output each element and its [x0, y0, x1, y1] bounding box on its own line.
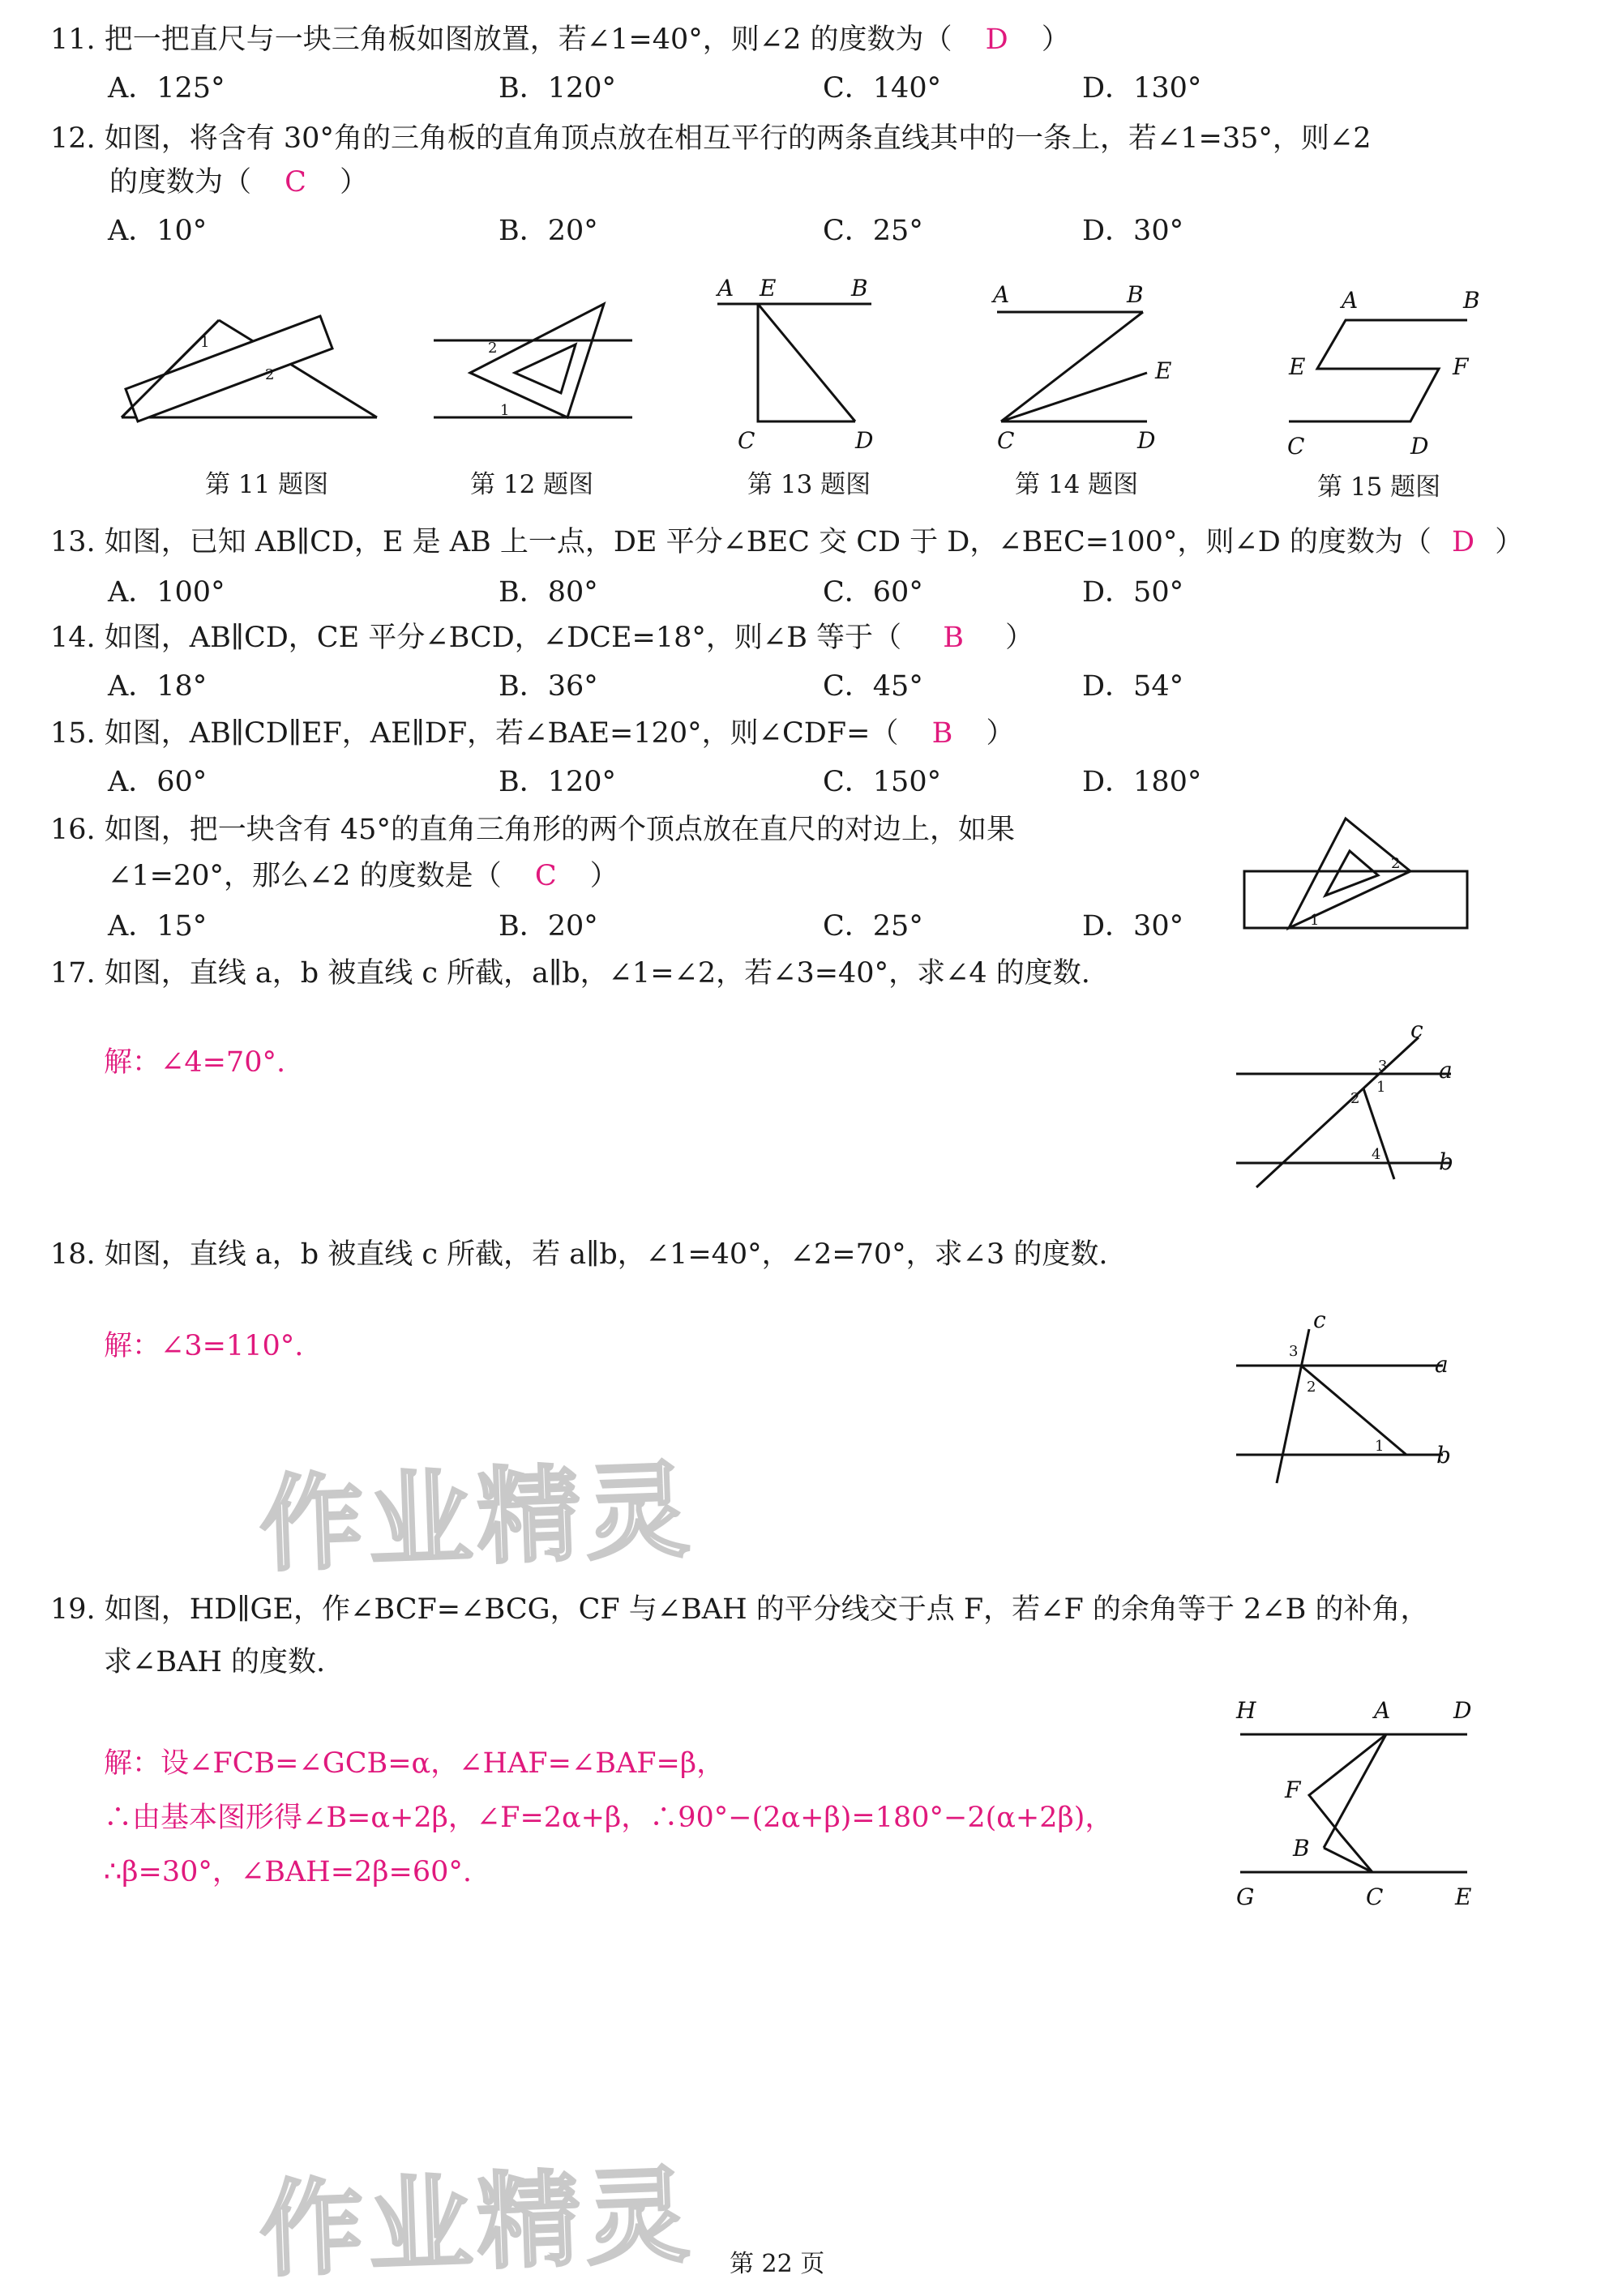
q15-option-a: A．60°: [108, 766, 208, 798]
fig17-label-4: 4: [1372, 1146, 1381, 1163]
fig18-label-2: 2: [1307, 1379, 1316, 1396]
q13-option-a: A．100°: [108, 576, 225, 609]
fig15-label-f: F: [1453, 353, 1469, 380]
q16-option-a: A．15°: [108, 910, 208, 943]
fig19-label-c: C: [1366, 1883, 1384, 1910]
q19-stem-line1: 19. 如图，HD∥GE，作∠BCF=∠BCG，CF 与∠BAH 的平分线交于点 F，若∠F 的余角等于 2∠B 的补角，: [50, 1593, 1429, 1626]
fig19-label-h: H: [1236, 1697, 1256, 1724]
fig18-label-a: a: [1435, 1351, 1449, 1378]
fig13-line-ed: [758, 304, 855, 421]
fig16-ruler: [1244, 871, 1467, 928]
q16-stem-line1: 16. 如图，把一块含有 45°的直角三角形的两个顶点放在直尺的对边上，如果: [50, 814, 1015, 846]
q13-option-d: D．50°: [1082, 576, 1184, 609]
fig19-label-f: F: [1285, 1777, 1301, 1803]
fig16-label-2: 2: [1391, 855, 1401, 872]
q14-close: ）: [1005, 622, 1034, 654]
figure-16: [1240, 815, 1475, 936]
figure-11-caption: 第 11 题图: [205, 470, 329, 499]
fig17-line-c: [1256, 1037, 1419, 1187]
fig13-label-d: D: [855, 427, 874, 454]
fig17-label-3: 3: [1378, 1058, 1388, 1075]
fig13-label-a: A: [717, 275, 734, 301]
q11-option-b: B．120°: [499, 72, 617, 105]
fig14-label-e: E: [1155, 357, 1172, 384]
fig17-label-b: b: [1439, 1148, 1453, 1175]
fig12-triangle: [470, 304, 604, 417]
watermark-top: 作业精灵: [257, 1450, 696, 1587]
q11-option-a: A．125°: [108, 72, 225, 105]
fig15-label-c: C: [1287, 433, 1305, 460]
q19-solution-line3: ∴β=30°，∠BAH=2β=60°.: [104, 1856, 473, 1888]
fig12-label-1: 1: [500, 402, 510, 419]
q15-option-d: D．180°: [1082, 766, 1202, 798]
figure-17: [1232, 1016, 1475, 1187]
fig11-label-2: 2: [265, 366, 275, 383]
fig15-label-b: B: [1463, 287, 1480, 314]
q13-close: ）: [1495, 526, 1524, 558]
fig13-label-e: E: [760, 275, 777, 301]
fig19-line-ab: [1324, 1734, 1386, 1848]
figure-14: [985, 280, 1183, 462]
fig15-label-e: E: [1289, 353, 1306, 380]
q12-option-b: B．20°: [499, 215, 598, 247]
page-number: 第 22 页: [730, 2250, 825, 2278]
q16-close: ）: [589, 860, 618, 892]
q19-stem-line2: 求∠BAH 的度数.: [104, 1646, 326, 1678]
fig17-segment: [1363, 1088, 1394, 1179]
q11-stem-text: 11. 把一把直尺与一块三角板如图放置，若∠1=40°，则∠2 的度数为（: [50, 24, 952, 56]
q14-option-b: B．36°: [499, 670, 598, 703]
fig13-label-c: C: [738, 427, 755, 454]
fig11-ruler: [126, 316, 332, 421]
q18-stem: 18. 如图，直线 a，b 被直线 c 所截，若 a∥b，∠1=40°，∠2=70°，求∠3 的度数.: [50, 1238, 1108, 1271]
q14-option-d: D．54°: [1082, 670, 1184, 703]
fig18-label-3: 3: [1289, 1343, 1299, 1360]
fig16-triangle: [1289, 819, 1410, 928]
fig19-label-d: D: [1453, 1697, 1472, 1724]
q13-answer: D: [1452, 526, 1475, 558]
fig14-label-a: A: [993, 281, 1010, 308]
figure-12: [430, 300, 640, 425]
figure-12-caption: 第 12 题图: [470, 470, 594, 499]
q11-answer: D: [985, 24, 1008, 56]
q12-stem-line2: [109, 165, 368, 199]
q12-option-c: C．25°: [823, 215, 923, 247]
fig14-line-ce: [1001, 373, 1147, 421]
fig19-label-e: E: [1455, 1883, 1472, 1910]
fig14-line-bc: [1001, 312, 1143, 421]
q11-option-c: C．140°: [823, 72, 942, 105]
q14-option-c: C．45°: [823, 670, 923, 703]
q12-close: ）: [340, 166, 369, 199]
fig17-label-c: c: [1410, 1016, 1423, 1043]
q12-option-a: A．10°: [108, 215, 208, 247]
fig14-label-d: D: [1137, 427, 1156, 454]
watermark-bottom: 作业精灵: [257, 2155, 696, 2292]
q15-stem: [50, 716, 1014, 750]
figure-19: [1228, 1690, 1487, 1917]
figure-13-caption: 第 13 题图: [747, 470, 871, 499]
q16-option-c: C．25°: [823, 910, 923, 943]
fig19-line-bc: [1324, 1848, 1372, 1872]
figure-18: [1232, 1306, 1475, 1487]
q14-stem-text: 14. 如图，AB∥CD，CE 平分∠BCD，∠DCE=18°，则∠B 等于（: [50, 622, 902, 654]
q15-answer: B: [931, 717, 953, 750]
fig18-label-1: 1: [1375, 1438, 1385, 1455]
q14-answer: B: [943, 622, 964, 654]
fig14-label-c: C: [997, 427, 1015, 454]
q19-solution-line2: ∴由基本图形得∠B=α+2β，∠F=2α+β，∴90°−(2α+β)=180°−2(α+2β)，: [104, 1802, 1114, 1834]
q16-option-b: B．20°: [499, 910, 598, 943]
q15-stem-text: 15. 如图，AB∥CD∥EF，AE∥DF，若∠BAE=120°，则∠CDF=（: [50, 717, 899, 750]
q12-stem-line1: 12. 如图，将含有 30°角的三角板的直角顶点放在相互平行的两条直线其中的一条上，若∠1=35°，则∠2: [50, 122, 1372, 155]
q13-option-c: C．60°: [823, 576, 923, 609]
fig15-label-d: D: [1410, 433, 1429, 460]
figure-11: [118, 292, 385, 430]
fig11-label-1: 1: [200, 334, 210, 351]
q16-answer: C: [534, 860, 557, 892]
q12-option-d: D．30°: [1082, 215, 1184, 247]
fig18-label-b: b: [1436, 1442, 1451, 1469]
fig13-label-b: B: [851, 275, 868, 301]
fig14-label-b: B: [1127, 281, 1144, 308]
q11-close: ）: [1041, 24, 1070, 56]
fig15-label-a: A: [1342, 287, 1359, 314]
figure-15: [1273, 284, 1492, 466]
q14-stem: [50, 621, 1034, 655]
fig15-zigzag: [1289, 320, 1467, 421]
fig16-label-1: 1: [1310, 912, 1320, 929]
q16-stem-line2: [108, 859, 618, 893]
q15-option-b: B．120°: [499, 766, 617, 798]
q13-option-b: B．80°: [499, 576, 598, 609]
fig17-label-1: 1: [1376, 1079, 1386, 1096]
q12-answer: C: [285, 166, 306, 199]
fig17-label-2: 2: [1350, 1090, 1360, 1107]
fig18-label-c: c: [1313, 1306, 1326, 1333]
figure-14-caption: 第 14 题图: [1015, 470, 1139, 499]
q11-option-d: D．130°: [1082, 72, 1202, 105]
fig19-label-b: B: [1293, 1835, 1310, 1862]
q14-option-a: A．18°: [108, 670, 208, 703]
q16-option-d: D．30°: [1082, 910, 1184, 943]
q13-stem-text: 13. 如图，已知 AB∥CD，E 是 AB 上一点，DE 平分∠BEC 交 CD 于 D，∠BEC=100°，则∠D 的度数为（: [50, 526, 1432, 558]
q15-close: ）: [986, 717, 1015, 750]
q12-stem-text: 的度数为（: [109, 166, 252, 199]
fig17-label-a: a: [1439, 1057, 1453, 1084]
q13-stem: [50, 525, 1523, 559]
q15-option-c: C．150°: [823, 766, 942, 798]
q11-stem: [50, 23, 1070, 57]
q16-stem-text: ∠1=20°，那么∠2 的度数是（: [108, 860, 502, 892]
q19-solution-line1: 解：设∠FCB=∠GCB=α，∠HAF=∠BAF=β，: [104, 1747, 725, 1780]
fig19-label-g: G: [1236, 1883, 1255, 1910]
q18-solution: 解：∠3=110°.: [104, 1330, 304, 1362]
figure-13: [709, 276, 888, 462]
q17-solution: 解：∠4=70°.: [104, 1046, 286, 1079]
fig12-label-2: 2: [488, 340, 498, 357]
fig18-segment: [1301, 1366, 1406, 1455]
figure-15-caption: 第 15 题图: [1317, 472, 1441, 502]
fig19-label-a: A: [1374, 1697, 1391, 1724]
q17-stem: 17. 如图，直线 a，b 被直线 c 所截，a∥b，∠1=∠2，若∠3=40°，求∠4 的度数.: [50, 957, 1090, 990]
